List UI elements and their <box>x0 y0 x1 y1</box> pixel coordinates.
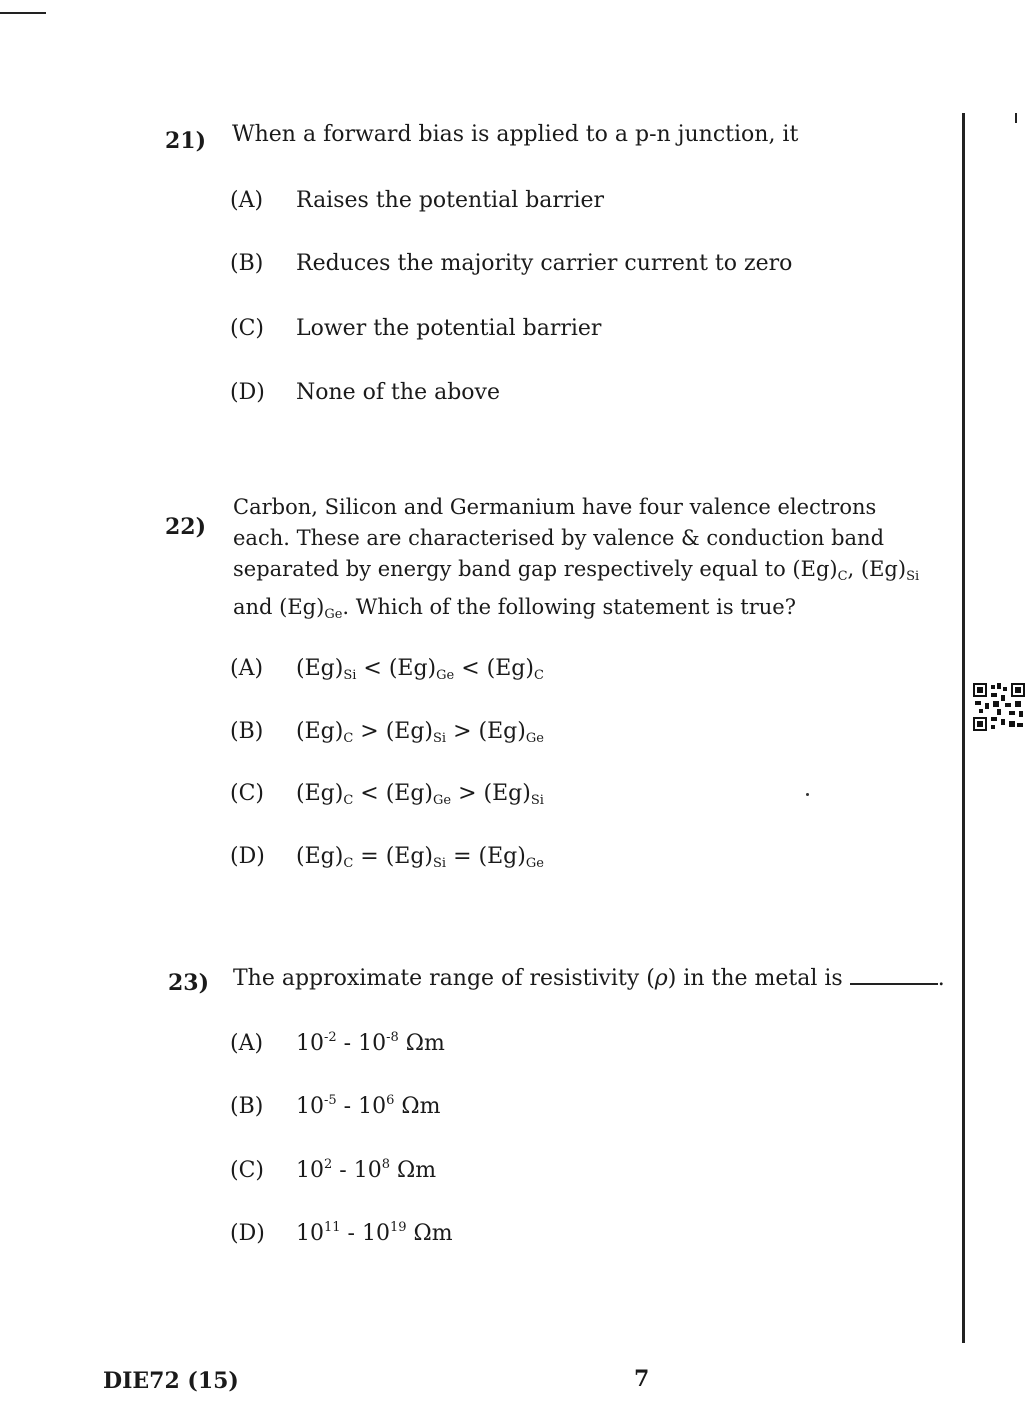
option-expression: $10^2 - 10^8$ Ωm <box>296 1157 437 1183</box>
question-line: separated by energy band gap respectively equal to $(Eg)_C$, $(Eg)_{Si}$ <box>233 557 920 584</box>
answer-blank <box>850 965 938 985</box>
option-expression: $(Eg)_{Si} < (Eg)_{Ge} < (Eg)_C$ <box>296 656 544 683</box>
margin-tick <box>1015 113 1017 123</box>
option <box>230 1157 436 1183</box>
page-number: 7 <box>634 1366 650 1392</box>
option-expression: $(Eg)_C = (Eg)_{Si} = (Eg)_{Ge}$ <box>296 844 544 871</box>
option <box>230 188 604 213</box>
question-text <box>233 492 953 630</box>
option-label: (C) <box>230 316 264 341</box>
question-number: 23) <box>168 970 210 996</box>
option-text: Reduces the majority carrier current to zero <box>296 251 793 276</box>
option <box>230 844 544 871</box>
question-line: and $(Eg)_{Ge}$. Which of the following statement is true? <box>233 595 796 622</box>
option <box>230 719 544 746</box>
option-label: (D) <box>230 1221 265 1246</box>
question-line: Carbon, Silicon and Germanium have four valence electrons <box>233 495 877 519</box>
question-number: 21) <box>165 128 207 154</box>
scan-dot <box>806 793 809 796</box>
option-text: None of the above <box>296 380 500 405</box>
margin-line <box>962 113 965 1343</box>
top-rule <box>0 12 46 14</box>
option-label: (A) <box>230 656 264 681</box>
paper-code: DIE72 (15) <box>103 1368 239 1394</box>
option-expression: $10^{-2} - 10^{-8}$ Ωm <box>296 1030 445 1056</box>
question-line: each. These are characterised by valence & conduction band <box>233 526 885 550</box>
option-label: (B) <box>230 719 264 744</box>
option <box>230 380 500 405</box>
option-text: Lower the potential barrier <box>296 316 602 341</box>
option-label: (C) <box>230 781 264 806</box>
option-label: (C) <box>230 1158 264 1183</box>
option-expression: $10^{-5} - 10^6$ Ωm <box>296 1093 441 1119</box>
option <box>230 1030 445 1056</box>
option <box>230 316 601 341</box>
question-text: The approximate range of resistivity (ρ) in the metal is . <box>233 966 945 991</box>
option-label: (D) <box>230 844 265 869</box>
option <box>230 251 792 276</box>
question-text: When a forward bias is applied to a p-n junction, it <box>232 122 799 147</box>
qr-code-icon <box>973 683 1025 731</box>
option-label: (A) <box>230 1031 264 1056</box>
option-expression: $10^{11} - 10^{19}$ Ωm <box>296 1220 453 1246</box>
option-text: Raises the potential barrier <box>296 188 605 213</box>
option <box>230 656 544 683</box>
rho-symbol: ρ <box>654 966 668 991</box>
option-expression: $(Eg)_C < (Eg)_{Ge} > (Eg)_{Si}$ <box>296 781 544 808</box>
option-label: (B) <box>230 251 264 276</box>
option <box>230 1220 453 1246</box>
option-expression: $(Eg)_C > (Eg)_{Si} > (Eg)_{Ge}$ <box>296 719 544 746</box>
option-label: (B) <box>230 1094 264 1119</box>
question-number: 22) <box>165 514 207 540</box>
option <box>230 781 544 808</box>
option-label: (A) <box>230 188 264 213</box>
option-label: (D) <box>230 380 265 405</box>
option <box>230 1093 440 1119</box>
